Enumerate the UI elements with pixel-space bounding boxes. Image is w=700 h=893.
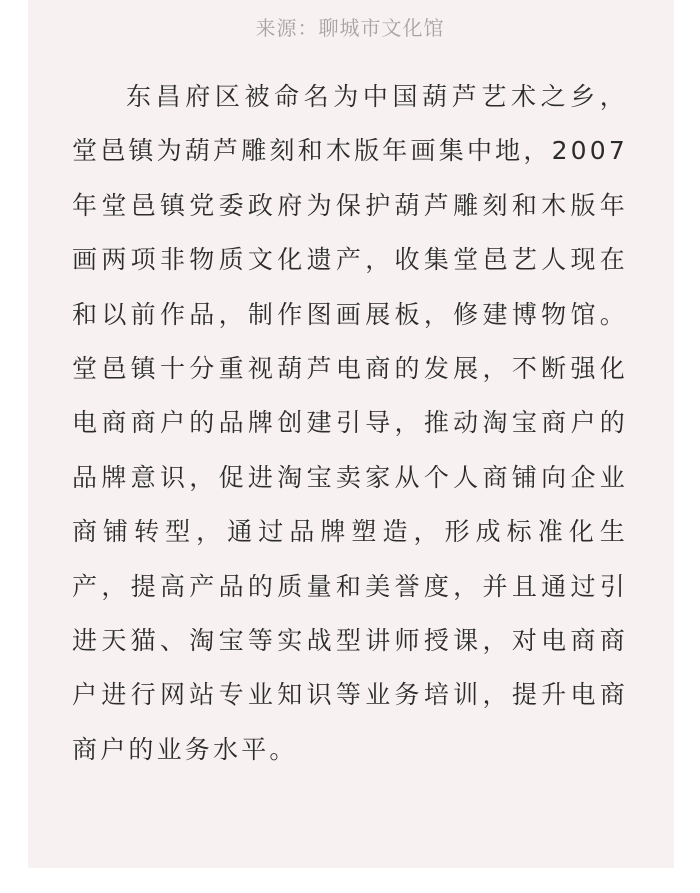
source-label: 来源： [255, 16, 319, 40]
article-paragraph: 东昌府区被命名为中国葫芦艺术之乡，堂邑镇为葫芦雕刻和木版年画集中地，2007年堂邑镇党委政府为保护葫芦雕刻和木版年画两项非物质文化遗产，收集堂邑艺人现在和以前作品，制作图画展板，修建博物馆。堂邑镇十分重视葫芦电商的发展，不断强化电商商户的品牌创建引导，推动淘宝商户的品牌意识，促进淘宝卖家从个人商铺向企业商铺转型，通过品牌塑造，形成标准化生产，提高产品的质量和美誉度，并且通过引进天猫、淘宝等实战型讲师授课，对电商商户进行网站专业知识等业务培训，提升电商商户的业务水平。 [72, 82, 628, 764]
source-line [0, 10, 700, 46]
source-name: 聊城市文化馆 [318, 16, 445, 40]
